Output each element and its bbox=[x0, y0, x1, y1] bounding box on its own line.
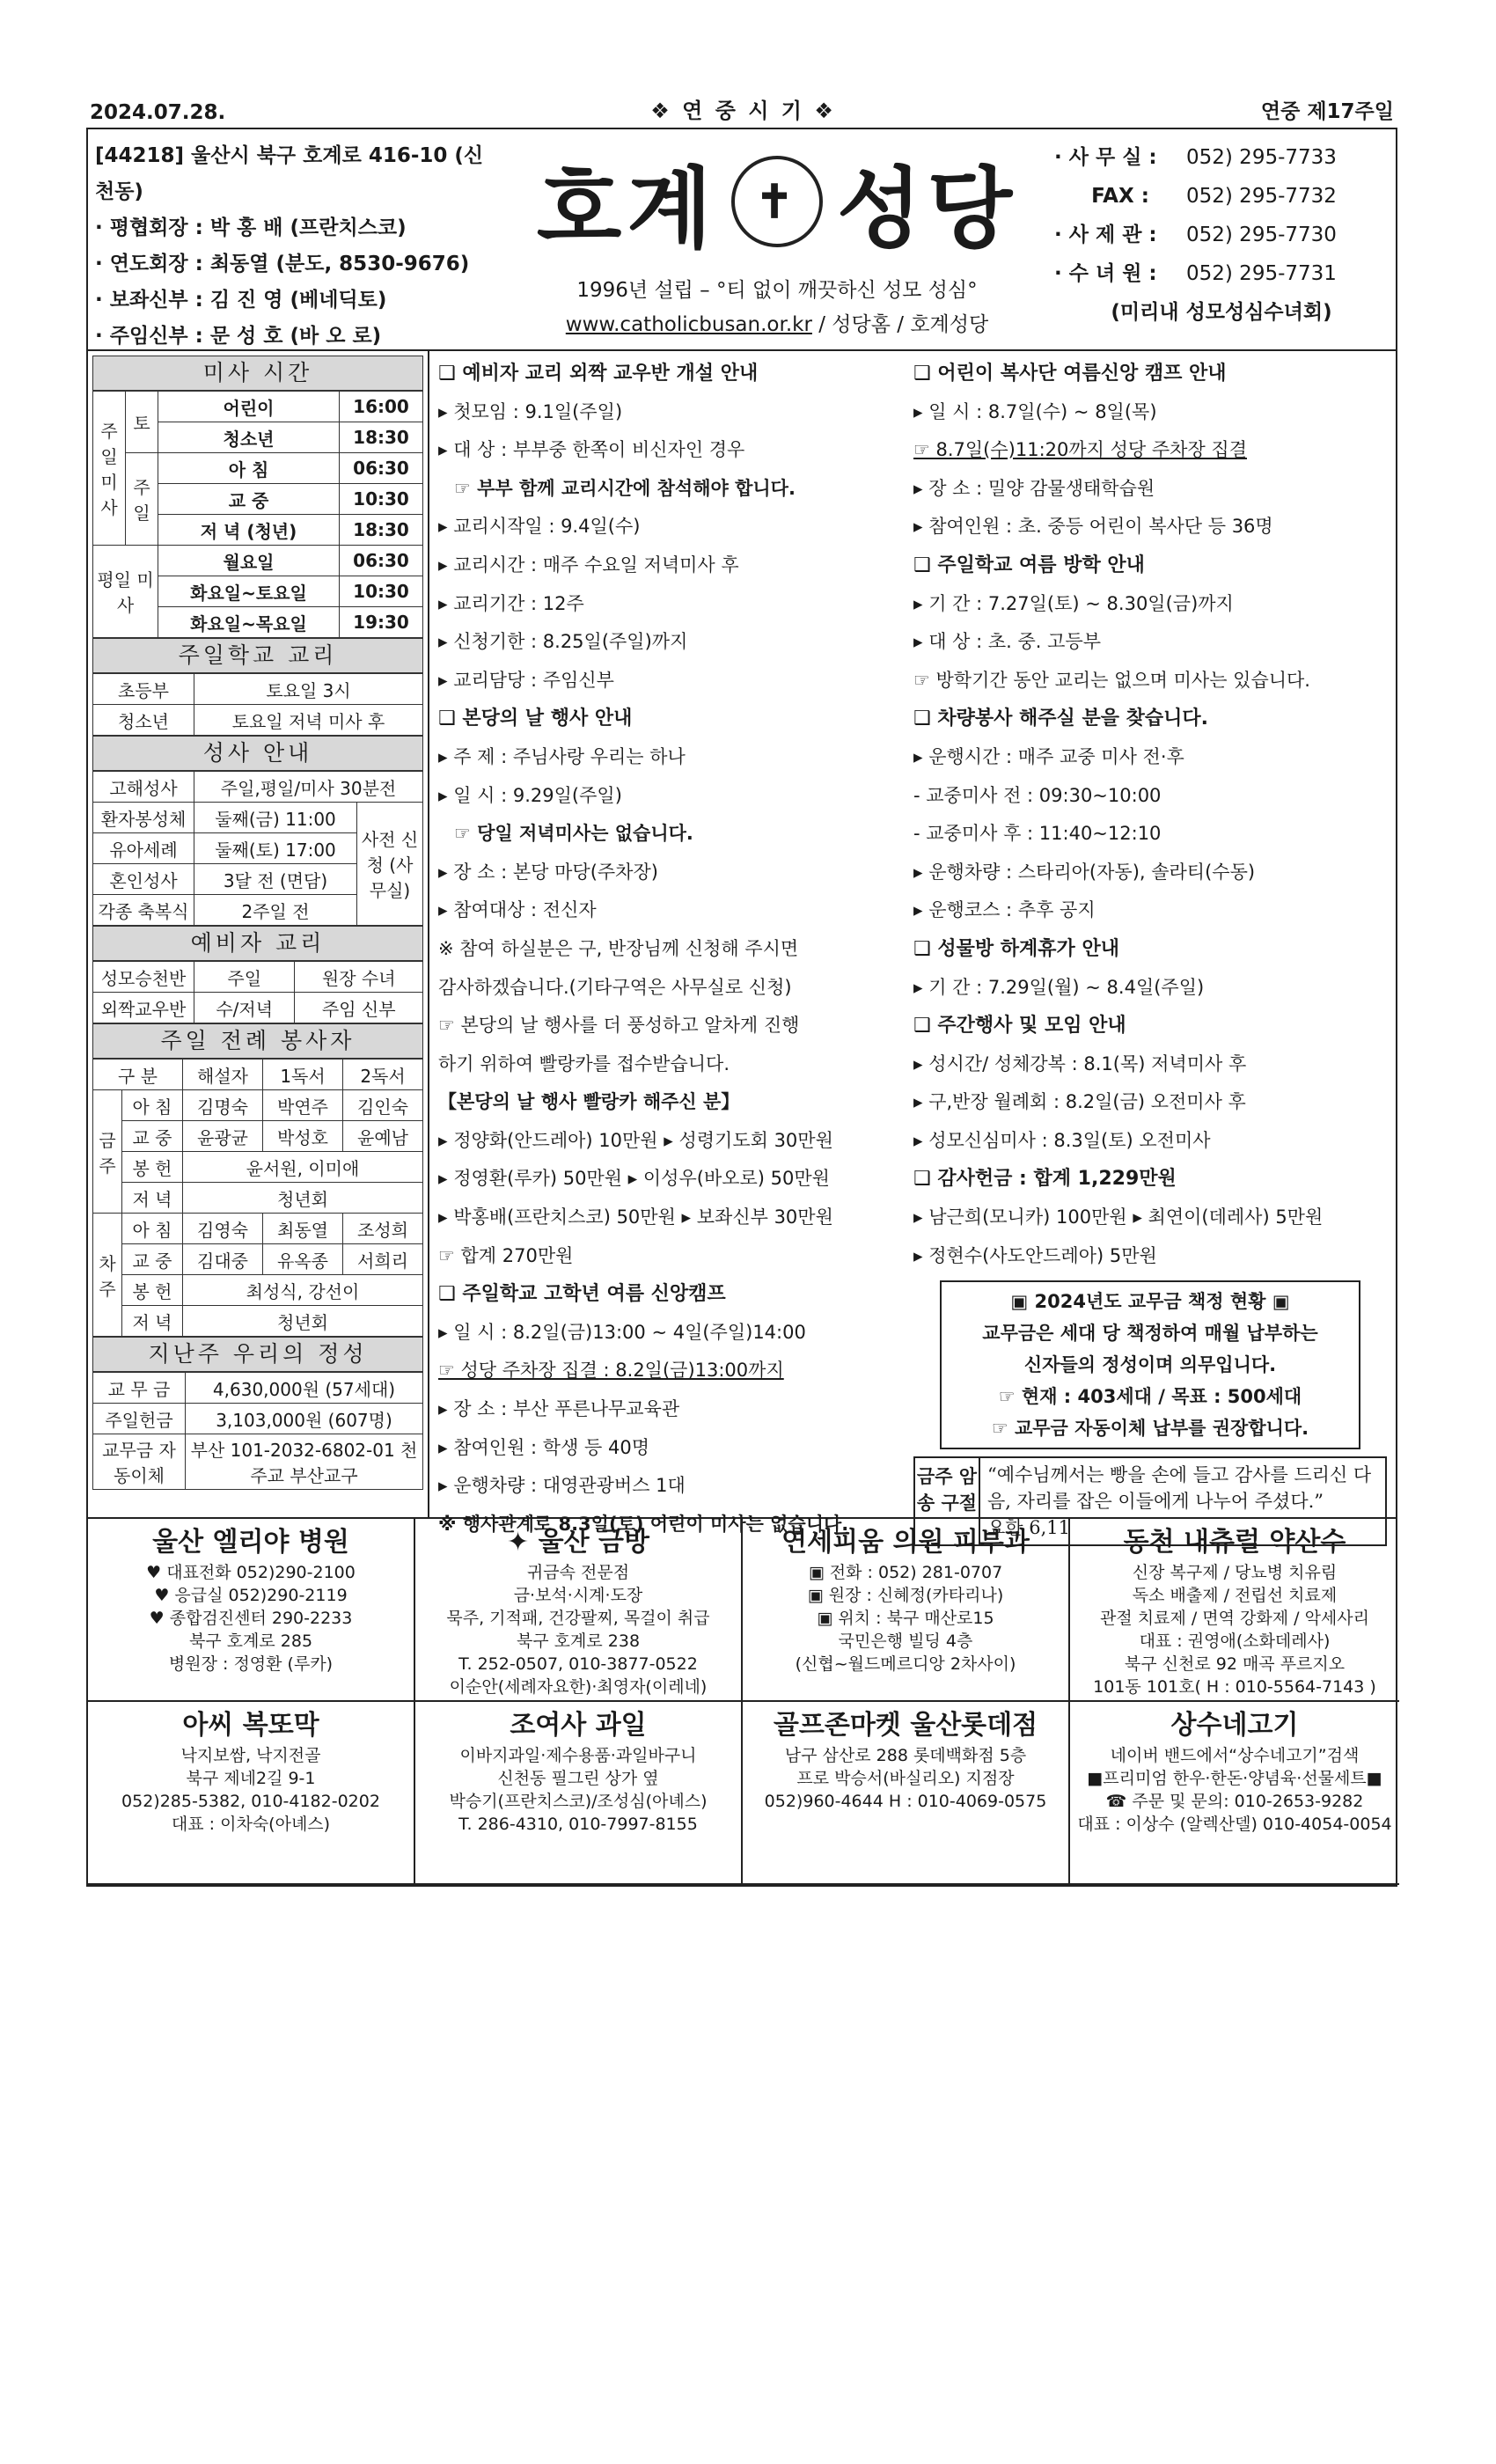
parish-slogan: 1996년 설립 – °티 없이 깨끗하신 성모 성심° bbox=[576, 279, 978, 302]
mass-name: 화요일~토요일 bbox=[158, 576, 340, 607]
notice-line: ▸ 주 제 : 주님사랑 우리는 하나 bbox=[438, 745, 686, 767]
website-path: / 성당홈 / 호계성당 bbox=[811, 313, 989, 336]
slot: 저 녁 bbox=[122, 1183, 183, 1214]
minister-group: 청년회 bbox=[183, 1183, 423, 1214]
ad-line: 대표 : 권영애(소화데레사) bbox=[1139, 1632, 1331, 1651]
sacrament-name: 각종 축복식 bbox=[93, 895, 194, 926]
dues-line: ▣ 2024년도 교무금 책정 현황 ▣ bbox=[1010, 1291, 1290, 1313]
parish-officers bbox=[88, 129, 507, 349]
slot: 아 침 bbox=[122, 1214, 183, 1244]
notice-line: ※ 행사관계로 8.3일(토) 어린이 미사는 없습니다. bbox=[438, 1513, 849, 1535]
minister: 유옥종 bbox=[263, 1244, 343, 1275]
mass-name: 아 침 bbox=[158, 453, 340, 484]
notice-line: 하기 위하여 빨랑카를 접수받습니다. bbox=[438, 1052, 730, 1074]
liturgical-season: ❖ 연 중 시 기 ❖ bbox=[650, 99, 836, 123]
mass-time: 16:00 bbox=[340, 392, 423, 422]
ad-line: 관절 치료제 / 면역 강화제 / 악세사리 bbox=[1100, 1609, 1369, 1628]
contact-row bbox=[1054, 177, 1389, 216]
slot: 교 중 bbox=[122, 1121, 183, 1152]
header bbox=[88, 129, 1396, 351]
offering-heading: 지난주 우리의 정성 bbox=[92, 1337, 423, 1372]
ad-line: ♥ 종합검진센터 290-2233 bbox=[149, 1609, 353, 1628]
ad-line: 대표 : 이상수 (알렉산델) 010-4054-0054 bbox=[1077, 1815, 1392, 1834]
slot: 봉 헌 bbox=[122, 1275, 183, 1306]
advertisements bbox=[88, 1519, 1396, 1885]
parish-address: [44218] 울산시 북구 호계로 416-10 (신천동) bbox=[95, 144, 484, 203]
schedule-column bbox=[88, 351, 429, 1517]
notice-line: 【본당의 날 행사 빨랑카 해주신 분】 bbox=[438, 1091, 740, 1113]
notice-line: ▸ 장 소 : 부산 푸른나무교육관 bbox=[438, 1398, 680, 1420]
notice-line: ▸ 성시간/ 성체강복 : 8.1(목) 저녁미사 후 bbox=[913, 1052, 1247, 1074]
ad-line: 박승기(프란치스코)/조성심(아녜스) bbox=[449, 1792, 708, 1811]
ad-line: 북구 호계로 285 bbox=[188, 1632, 313, 1651]
ad-line: 이바지과일·제수용품·과일바구니 bbox=[459, 1746, 697, 1765]
notice-heading: ❑ 어린이 복사단 여름신앙 캠프 안내 bbox=[913, 363, 1227, 385]
notice-line: ▸ 기 간 : 7.27일(토) ~ 8.30일(금)까지 bbox=[913, 592, 1234, 614]
sacraments-heading: 성사 안내 bbox=[92, 736, 423, 771]
mass-name: 교 중 bbox=[158, 484, 340, 515]
notice-line: ▸ 남근희(모니카) 100만원 ▸ 최연이(데레사) 5만원 bbox=[913, 1206, 1324, 1228]
notice-line: ▸ 첫모임 : 9.1일(주일) bbox=[438, 400, 623, 422]
contact-value: 052) 295-7730 bbox=[1186, 224, 1337, 246]
class-name: 청소년 bbox=[93, 705, 194, 736]
minister: 윤예남 bbox=[343, 1121, 423, 1152]
ad-line: 독소 배출제 / 전립선 치료제 bbox=[1132, 1586, 1338, 1605]
ad-title: 골프존마켓 울산롯데점 bbox=[773, 1710, 1038, 1741]
notice-line: ▸ 운행차량 : 대영관광버스 1대 bbox=[438, 1475, 686, 1497]
notice-line: ▸ 교리시작일 : 9.4일(수) bbox=[438, 516, 641, 538]
minister: 조성희 bbox=[343, 1214, 423, 1244]
minister: 김명숙 bbox=[183, 1090, 263, 1121]
verse-reference: 요한 6,11 bbox=[987, 1517, 1071, 1539]
ad-box bbox=[743, 1519, 1070, 1702]
notice-line: ▸ 운행시간 : 매주 교중 미사 전·후 bbox=[913, 745, 1184, 767]
officer-line: · 주임신부 : 문 성 호 (바 오 로) bbox=[95, 325, 382, 348]
liturgical-week: 연중 제17주일 bbox=[1260, 100, 1394, 123]
ad-line: T. 286-4310, 010-7997-8155 bbox=[458, 1815, 698, 1834]
mass-name: 월요일 bbox=[158, 546, 340, 576]
verse-label: 금주 암송 구절 bbox=[915, 1458, 980, 1544]
top-line bbox=[86, 88, 1397, 129]
slot: 봉 헌 bbox=[122, 1152, 183, 1183]
notice-line: ▸ 일 시 : 8.2일(금)13:00 ~ 4일(주일)14:00 bbox=[438, 1321, 806, 1343]
minister: 윤광균 bbox=[183, 1121, 263, 1152]
notice-line: ▸ 일 시 : 8.7일(수) ~ 8일(목) bbox=[913, 400, 1157, 422]
ad-line: 101동 101호( H : 010-5564-7143 ) bbox=[1093, 1677, 1376, 1697]
ad-box bbox=[88, 1702, 415, 1885]
parish-title bbox=[507, 138, 1047, 265]
class-teacher: 원장 수녀 bbox=[295, 962, 423, 993]
class-teacher: 주임 신부 bbox=[295, 993, 423, 1023]
notice-heading: ❑ 주일학교 고학년 여름 신앙캠프 bbox=[438, 1283, 726, 1306]
ad-line: 남구 삼산로 288 롯데백화점 5층 bbox=[784, 1746, 1027, 1765]
sacrament-note: 사전 신청 (사무실) bbox=[357, 803, 423, 926]
notice-line: ▸ 참여대상 : 전신자 bbox=[438, 899, 597, 921]
ad-line: T. 252-0507, 010-3877-0522 bbox=[458, 1654, 698, 1674]
main-content bbox=[88, 351, 1396, 1539]
ministers-heading: 주일 전례 봉사자 bbox=[92, 1023, 423, 1059]
mass-time: 06:30 bbox=[340, 546, 423, 576]
mass-name: 어린이 bbox=[158, 392, 340, 422]
notice-line: ▸ 정현수(사도안드레아) 5만원 bbox=[913, 1244, 1157, 1266]
class-day: 수/저녁 bbox=[194, 993, 295, 1023]
ad-line: ♥ 응급실 052)290-2119 bbox=[154, 1586, 348, 1605]
minister-group: 청년회 bbox=[183, 1306, 423, 1337]
sacrament-name: 환자봉성체 bbox=[93, 803, 194, 833]
contact-label: · 사 제 관 : bbox=[1054, 224, 1157, 246]
ad-line: 프로 박승서(바실리오) 지점장 bbox=[796, 1769, 1015, 1788]
column-header: 1독서 bbox=[263, 1060, 343, 1090]
column-header: 구 분 bbox=[93, 1060, 183, 1090]
ad-line: 묵주, 기적패, 건강팔찌, 목걸이 취급 bbox=[446, 1609, 710, 1628]
weekday-mass-label: 평일 미사 bbox=[93, 546, 158, 638]
notice-heading: ❑ 감사헌금 : 합계 1,229만원 bbox=[913, 1168, 1177, 1191]
mass-time: 18:30 bbox=[340, 422, 423, 453]
ad-title: 아씨 복또막 bbox=[182, 1710, 319, 1741]
offering-table bbox=[92, 1372, 423, 1490]
notice-heading: ❑ 주일학교 여름 방학 안내 bbox=[913, 554, 1145, 576]
notice-line: ▸ 정영환(루카) 50만원 ▸ 이성우(바오로) 50만원 bbox=[438, 1168, 830, 1190]
contact-label: FAX : bbox=[1091, 185, 1149, 208]
sacrament-value: 2주일 전 bbox=[194, 895, 357, 926]
column-header: 해설자 bbox=[183, 1060, 263, 1090]
ad-box bbox=[88, 1519, 415, 1702]
contact-label: · 사 무 실 : bbox=[1054, 146, 1157, 169]
ministers-table bbox=[92, 1059, 423, 1337]
class-name: 성모승천반 bbox=[93, 962, 194, 993]
notice-line: ▸ 장 소 : 본당 마당(주차장) bbox=[438, 861, 658, 883]
notice-line: ▸ 구,반장 월례회 : 8.2일(금) 오전미사 후 bbox=[913, 1091, 1246, 1113]
notice-line: ※ 참여 하실분은 구, 반장님께 신청해 주시면 bbox=[438, 937, 799, 959]
ad-line: (신협~월드메르디앙 2차사이) bbox=[795, 1654, 1016, 1674]
sacrament-name: 유아세례 bbox=[93, 833, 194, 864]
ad-line: 북구 제네2길 9-1 bbox=[186, 1769, 316, 1788]
sunday-school-heading: 주일학교 교리 bbox=[92, 638, 423, 673]
mass-time: 18:30 bbox=[340, 515, 423, 546]
offering-name: 주일헌금 bbox=[93, 1404, 186, 1434]
ad-line: ■프리미엄 한우·한돈·양념육·선물세트■ bbox=[1087, 1769, 1382, 1788]
ad-box bbox=[743, 1702, 1070, 1885]
mass-time: 19:30 bbox=[340, 607, 423, 638]
notices-column-1 bbox=[429, 351, 905, 1535]
ad-title: 상수네고기 bbox=[1170, 1710, 1299, 1741]
parish-web bbox=[507, 308, 1047, 337]
saturday-label: 토 bbox=[126, 392, 158, 453]
notice-heading: ❑ 성물방 하계휴가 안내 bbox=[913, 937, 1119, 960]
parish-seal-icon: ✝ bbox=[731, 156, 823, 247]
ad-line: 국민은행 빌딩 4층 bbox=[838, 1632, 973, 1651]
notice-line: ▸ 대 상 : 부부중 한쪽이 비신자인 경우 bbox=[438, 439, 745, 461]
notice-line: ☞ 성당 주차장 집결 : 8.2일(금)13:00까지 bbox=[438, 1360, 784, 1382]
notice-line: ▸ 운행코스 : 추후 공지 bbox=[913, 899, 1096, 921]
contact-value: 052) 295-7731 bbox=[1186, 262, 1337, 285]
notice-line: ▸ 운행차량 : 스타리아(자동), 솔라티(수동) bbox=[913, 861, 1256, 883]
sacraments-table bbox=[92, 771, 423, 926]
ad-line: 북구 신천로 92 매곡 푸르지오 bbox=[1124, 1654, 1346, 1674]
ad-line: 병원장 : 정영환 (루카) bbox=[168, 1654, 334, 1674]
dues-line: ☞ 교무금 자동이체 납부를 권장합니다. bbox=[991, 1418, 1309, 1440]
notice-line: 감사하겠습니다.(기타구역은 사무실로 신청) bbox=[438, 976, 792, 998]
notices-list bbox=[913, 355, 1387, 1275]
notice-line: - 교중미사 전 : 09:30~10:00 bbox=[913, 784, 1162, 806]
slot: 교 중 bbox=[122, 1244, 183, 1275]
class-day: 주일 bbox=[194, 962, 295, 993]
notice-line: ▸ 교리담당 : 주임신부 bbox=[438, 669, 614, 691]
contact-row bbox=[1054, 216, 1389, 254]
notice-line: ▸ 기 간 : 7.29일(월) ~ 8.4일(주일) bbox=[913, 976, 1205, 998]
ad-line: 금·보석·시계·도장 bbox=[513, 1586, 643, 1605]
ad-line: 북구 호계로 238 bbox=[516, 1632, 641, 1651]
ad-line: ♥ 대표전화 052)290-2100 bbox=[146, 1563, 356, 1582]
issue-date: 2024.07.28. bbox=[90, 101, 226, 124]
ad-box bbox=[415, 1702, 743, 1885]
dues-line: 교무금은 세대 당 책정하여 매월 납부하는 bbox=[982, 1323, 1318, 1345]
notice-line: ▸ 교리기간 : 12주 bbox=[438, 592, 584, 614]
officer-line: · 보좌신부 : 김 진 영 (베네딕토) bbox=[95, 289, 387, 312]
sunday-mass-label: 주일미사 bbox=[93, 392, 126, 546]
ad-line: ☎ 주문 및 문의: 010-2653-9282 bbox=[1105, 1792, 1364, 1811]
website-link[interactable]: www.catholicbusan.or.kr bbox=[565, 313, 812, 336]
ad-line: 귀금속 전문점 bbox=[526, 1563, 630, 1582]
minister: 박성호 bbox=[263, 1121, 343, 1152]
class-time: 토요일 저녁 미사 후 bbox=[194, 705, 423, 736]
sacrament-value: 3달 전 (면담) bbox=[194, 864, 357, 895]
ad-title: 울산 엘리야 병원 bbox=[152, 1527, 349, 1558]
title-right: 성당 bbox=[837, 157, 1018, 260]
minister-group: 최성식, 강선이 bbox=[183, 1275, 423, 1306]
week-label: 차주 bbox=[93, 1214, 122, 1337]
notice-line: ▸ 신청기한 : 8.25일(주일)까지 bbox=[438, 631, 688, 653]
notice-line: ▸ 성모신심미사 : 8.3일(토) 오전미사 bbox=[913, 1129, 1211, 1151]
dues-line: ☞ 현재 : 403세대 / 목표 : 500세대 bbox=[998, 1386, 1302, 1408]
notice-line: ▸ 교리시간 : 매주 수요일 저녁미사 후 bbox=[438, 554, 739, 576]
title-left: 호계 bbox=[536, 157, 717, 260]
notice-line: ▸ 참여인원 : 초. 중등 어린이 복사단 등 36명 bbox=[913, 516, 1273, 538]
mass-name: 저 녁 (청년) bbox=[158, 515, 340, 546]
mass-time: 10:30 bbox=[340, 576, 423, 607]
notice-line: ☞ 8.7일(수)11:20까지 성당 주차장 집결 bbox=[913, 439, 1247, 461]
contacts bbox=[1047, 129, 1396, 349]
offering-value: 3,103,000원 (607명) bbox=[186, 1404, 423, 1434]
minister: 김영숙 bbox=[183, 1214, 263, 1244]
sacrament-value: 둘째(금) 11:00 bbox=[194, 803, 357, 833]
sacrament-name: 혼인성사 bbox=[93, 864, 194, 895]
notice-line: ▸ 참여인원 : 학생 등 40명 bbox=[438, 1436, 650, 1458]
catechumen-heading: 예비자 교리 bbox=[92, 926, 423, 961]
ad-box bbox=[1070, 1519, 1399, 1702]
mass-times-heading: 미사 시간 bbox=[92, 356, 423, 391]
ad-line: 052)960-4644 H : 010-4069-0575 bbox=[764, 1792, 1047, 1811]
class-name: 초등부 bbox=[93, 674, 194, 705]
ad-box bbox=[415, 1519, 743, 1702]
contact-value: 052) 295-7732 bbox=[1186, 185, 1337, 208]
minister-group: 윤서원, 이미애 bbox=[183, 1152, 423, 1183]
minister: 박연주 bbox=[263, 1090, 343, 1121]
ad-line: 신천동 필그린 상가 옆 bbox=[497, 1769, 659, 1788]
column-header: 2독서 bbox=[343, 1060, 423, 1090]
notice-heading: ❑ 본당의 날 행사 안내 bbox=[438, 708, 633, 730]
notice-line: ▸ 대 상 : 초. 중. 고등부 bbox=[913, 631, 1102, 653]
officer-line: · 연도회장 : 최동열 (분도, 8530-9676) bbox=[95, 253, 470, 275]
minister: 서희리 bbox=[343, 1244, 423, 1275]
verse-text: “예수님께서는 빵을 손에 들고 감사를 드리신 다음, 자리를 잡은 이들에게 나누어 주셨다.” bbox=[987, 1464, 1372, 1513]
ad-title: 연세피움 의원 피부과 bbox=[781, 1527, 1030, 1558]
ad-line: 이순안(세례자요한)·최영자(이레네) bbox=[449, 1677, 708, 1697]
contact-value: 052) 295-7733 bbox=[1186, 146, 1337, 169]
contact-label: · 수 녀 원 : bbox=[1054, 262, 1157, 285]
notice-heading: ❑ 예비자 교리 외짝 교우반 개설 안내 bbox=[438, 363, 759, 385]
sunday-label: 주일 bbox=[126, 453, 158, 546]
ad-line: ▣ 위치 : 북구 매산로15 bbox=[817, 1609, 994, 1628]
notice-line: ▸ 일 시 : 9.29일(주일) bbox=[438, 784, 622, 806]
notice-line: ▸ 장 소 : 밀양 감물생태학습원 bbox=[913, 477, 1155, 499]
contact-row bbox=[1054, 254, 1389, 293]
ad-line: 052)285-5382, 010-4182-0202 bbox=[121, 1792, 380, 1811]
ad-line: 네이버 밴드에서“상수네고기”검색 bbox=[1110, 1746, 1360, 1765]
officer-line: · 평협회장 : 박 홍 배 (프란치스코) bbox=[95, 216, 407, 239]
ad-title: 조여사 과일 bbox=[510, 1710, 647, 1741]
notice-line: - 교중미사 후 : 11:40~12:10 bbox=[913, 823, 1162, 845]
notice-line: ☞ 본당의 날 행사를 더 풍성하고 알차게 진행 bbox=[438, 1015, 800, 1037]
notice-line: ▸ 정양화(안드레아) 10만원 ▸ 성령기도회 30만원 bbox=[438, 1129, 833, 1151]
ad-line: 낙지보쌈, 낙지전골 bbox=[180, 1746, 321, 1765]
class-time: 토요일 3시 bbox=[194, 674, 423, 705]
bank-account: 부산 101-2032-6802-01 천주교 부산교구 bbox=[186, 1434, 423, 1490]
notices-column-2 bbox=[905, 351, 1396, 1539]
notice-heading: ❑ 주간행사 및 모임 안내 bbox=[913, 1015, 1126, 1038]
offering-value: 4,630,000원 (57세대) bbox=[186, 1373, 423, 1404]
ad-title: ✦ 울산 금방 bbox=[507, 1527, 649, 1558]
notice-line: ☞ 당일 저녁미사는 없습니다. bbox=[454, 823, 693, 845]
sacrament-value: 둘째(토) 17:00 bbox=[194, 833, 357, 864]
minister: 김인숙 bbox=[343, 1090, 423, 1121]
slot: 아 침 bbox=[122, 1090, 183, 1121]
dues-notice-box bbox=[940, 1280, 1360, 1449]
ad-box bbox=[1070, 1702, 1399, 1885]
ad-line: 신장 복구제 / 당뇨병 치유림 bbox=[1132, 1563, 1338, 1582]
mass-name: 청소년 bbox=[158, 422, 340, 453]
ad-line: 대표 : 이차숙(아녜스) bbox=[171, 1815, 331, 1834]
mass-time: 06:30 bbox=[340, 453, 423, 484]
notice-line: ▸ 박홍배(프란치스코) 50만원 ▸ 보좌신부 30만원 bbox=[438, 1206, 833, 1228]
sacrament-name: 고해성사 bbox=[93, 772, 194, 803]
catechumen-table bbox=[92, 961, 423, 1023]
ad-line: ▣ 원장 : 신혜정(카타리나) bbox=[807, 1586, 1004, 1605]
offering-name: 교무금 자동이체 bbox=[93, 1434, 186, 1490]
ad-title: 동천 내츄럴 약산수 bbox=[1123, 1527, 1346, 1558]
notice-line: ☞ 방학기간 동안 교리는 없으며 미사는 있습니다. bbox=[913, 669, 1310, 691]
convent-note: (미리내 성모성심수녀회) bbox=[1111, 301, 1332, 324]
bulletin-page bbox=[86, 88, 1397, 1887]
mass-times-table bbox=[92, 391, 423, 638]
slot: 저 녁 bbox=[122, 1306, 183, 1337]
bulletin-frame bbox=[86, 129, 1397, 1887]
sunday-school-table bbox=[92, 673, 423, 736]
mass-name: 화요일~목요일 bbox=[158, 607, 340, 638]
sacrament-value: 주일,평일/미사 30분전 bbox=[194, 772, 423, 803]
minister: 최동열 bbox=[263, 1214, 343, 1244]
week-label: 금주 bbox=[93, 1090, 122, 1214]
masthead bbox=[507, 129, 1047, 349]
class-name: 외짝교우반 bbox=[93, 993, 194, 1023]
dues-line: 신자들의 정성이며 의무입니다. bbox=[1023, 1354, 1277, 1376]
notice-line: ☞ 합계 270만원 bbox=[438, 1244, 574, 1266]
mass-time: 10:30 bbox=[340, 484, 423, 515]
offering-name: 교 무 금 bbox=[93, 1373, 186, 1404]
minister: 김대중 bbox=[183, 1244, 263, 1275]
contact-row bbox=[1054, 138, 1389, 177]
notice-heading: ❑ 차량봉사 해주실 분을 찾습니다. bbox=[913, 708, 1208, 730]
ad-line: ▣ 전화 : 052) 281-0707 bbox=[808, 1563, 1003, 1582]
notice-line: ☞ 부부 함께 교리시간에 참석해야 합니다. bbox=[454, 477, 796, 499]
